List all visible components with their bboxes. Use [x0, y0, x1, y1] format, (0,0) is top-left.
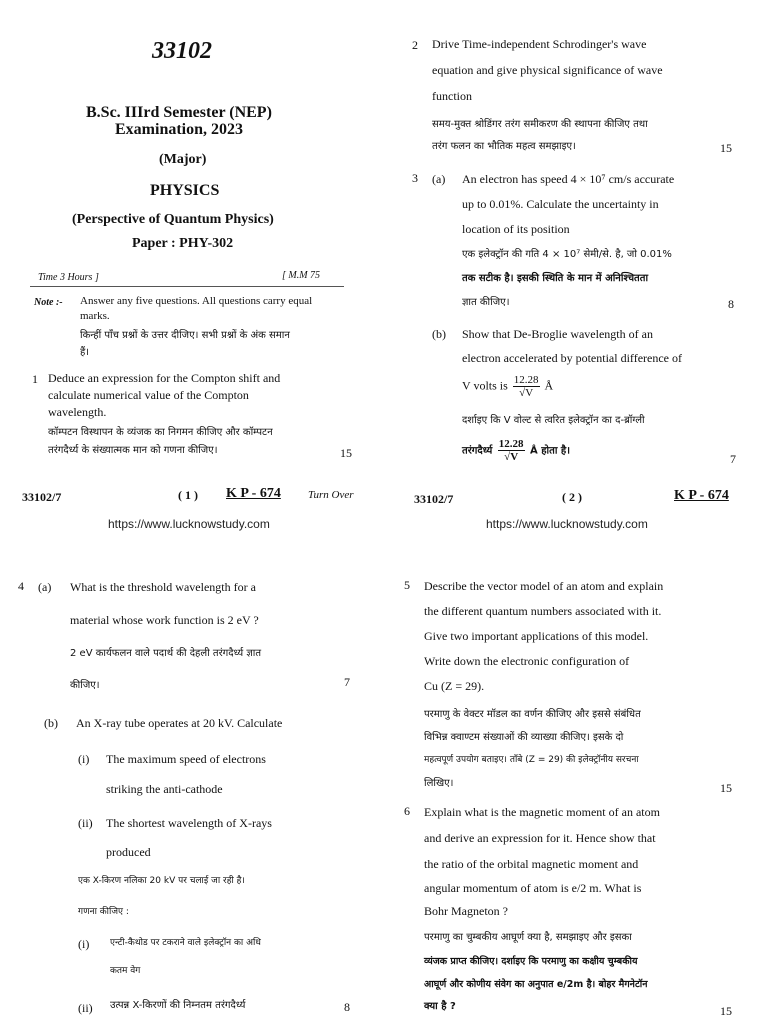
- q6-en-4: angular momentum of atom is e/2 m. What is: [424, 881, 642, 895]
- q4a-hi-2: कीजिए।: [70, 680, 100, 691]
- q1-en-1: Deduce an expression for the Compton shift and: [48, 371, 281, 385]
- fraction-denominator-hi: √V: [504, 451, 519, 464]
- angstrom-unit-hi: Å: [530, 445, 538, 457]
- q6-en-2: and derive an expression for it. Hence show that: [424, 831, 656, 845]
- header-divider: [30, 286, 344, 287]
- q3b-en-1: Show that De-Broglie wavelength of an: [462, 327, 653, 341]
- q4b-i-en-1: The maximum speed of electrons: [106, 752, 266, 766]
- q1-marks: 15: [340, 446, 352, 460]
- question-3-number: 3: [412, 171, 418, 185]
- q5-marks: 15: [720, 781, 732, 795]
- note-en-1: Answer any five questions. All questions carry equal: [80, 295, 313, 307]
- q3b-hi-2b: होता है।: [541, 445, 571, 457]
- footer-kp-2: K P - 674: [674, 488, 729, 503]
- q3b-hi-2a: तरंगदैर्ध्य: [462, 445, 493, 457]
- paper-code: 33102: [152, 38, 212, 64]
- q4b-hi-2: गणना कीजिए :: [78, 907, 129, 917]
- q3b-en-3-line: [462, 374, 553, 399]
- paper-number: Paper : PHY-302: [132, 236, 234, 251]
- q4b-hi-ii: उत्पन्न X-किरणों की निम्नतम तरंगदैर्ध्य: [110, 1000, 246, 1011]
- note-en-2: marks.: [80, 310, 110, 322]
- q6-en-1: Explain what is the magnetic moment of an atom: [424, 805, 660, 819]
- q3a-hi-2: तक सटीक है। इसकी स्थिति के मान में अनिश्चितता: [462, 273, 649, 284]
- paper-subtitle: (Perspective of Quantum Physics): [72, 212, 274, 227]
- exam-line-2: Examination, 2023: [115, 121, 244, 138]
- q3a-hi-3: ज्ञात कीजिए।: [462, 297, 510, 308]
- angstrom-unit: Å: [544, 378, 554, 393]
- q4b-marks: 8: [344, 1000, 350, 1014]
- q2-en-1: Drive Time-independent Schrodinger's wave: [432, 37, 647, 51]
- source-url-2: https://www.lucknowstudy.com: [486, 517, 648, 531]
- note-hi-1: किन्हीं पाँच प्रश्नों के उत्तर दीजिए। सभी प्रश्नों के अंक समान: [80, 330, 290, 341]
- max-marks-label: [ M.M 75: [282, 270, 321, 281]
- footer-code-2: 33102/7: [414, 492, 454, 506]
- q2-hi-1: समय-मुक्त श्रोडिंगर तरंग समीकरण की स्थापना कीजिए तथा: [432, 119, 648, 130]
- major-label: (Major): [159, 152, 207, 167]
- q3a-en-3: location of its position: [462, 222, 570, 236]
- q3a-en-2: up to 0.01%. Calculate the uncertainty in: [462, 197, 659, 211]
- source-url-1: https://www.lucknowstudy.com: [108, 517, 270, 531]
- q4b-ii-label: (ii): [78, 816, 93, 830]
- q3b-en-3: V volts is: [462, 378, 508, 393]
- q4b-hi-i-2: कतम वेग: [110, 966, 141, 976]
- q5-en-5: Cu (Z = 29).: [424, 679, 485, 693]
- q2-marks: 15: [720, 141, 732, 155]
- q4b-ii-en-1: The shortest wavelength of X-rays: [106, 816, 272, 830]
- q6-hi-1: परमाणु का चुम्बकीय आघूर्ण क्या है, समझाइए और इसका: [424, 932, 632, 943]
- q3b-label: (b): [432, 327, 446, 341]
- q4b-i-en-2: striking the anti-cathode: [106, 782, 223, 796]
- q5-hi-2: विभिन्न क्वाण्टम संख्याओं की व्याख्या कीजिए। इसके दो: [424, 732, 624, 743]
- q3b-marks: 7: [730, 452, 736, 466]
- q5-en-2: the different quantum numbers associated with it.: [424, 604, 662, 618]
- q6-en-5: Bohr Magneton ?: [424, 904, 508, 918]
- note-label: Note :-: [34, 297, 63, 308]
- question-4-number: 4: [18, 579, 24, 593]
- q4b-hi-i-label: (i): [78, 937, 90, 951]
- fraction-numerator-hi: 12.28: [498, 438, 524, 450]
- q2-en-3: function: [432, 89, 472, 103]
- q5-hi-4: लिखिए।: [424, 778, 454, 789]
- de-broglie-fraction-hi: [498, 438, 525, 463]
- q4a-hi-1: 2 eV कार्यफलन वाले पदार्थ की देहली तरंगदैर्ध्य ज्ञात: [70, 648, 262, 659]
- q4a-en-2: material whose work function is 2 eV ?: [70, 613, 259, 627]
- q3a-en-1: An electron has speed 4 × 10⁷ cm/s accurate: [462, 172, 675, 186]
- fraction-numerator: 12.28: [513, 374, 539, 386]
- q1-en-3: wavelength.: [48, 405, 107, 419]
- q6-marks: 15: [720, 1004, 732, 1018]
- q4b-hi-i-1: एन्टी-कैथोड पर टकराने वाले इलेक्ट्रॉन का अधि: [110, 938, 261, 948]
- q5-en-1: Describe the vector model of an atom and explain: [424, 579, 664, 593]
- q4b-en: An X-ray tube operates at 20 kV. Calculate: [76, 716, 283, 730]
- q3b-hi-1: दर्शाइए कि V वोल्ट से त्वरित इलेक्ट्रॉन का द-ब्रॉग्ली: [462, 415, 645, 426]
- q6-hi-3: आघूर्ण और कोणीय संवेग का अनुपात e/2m है। बोहर मैगनेटॉन: [424, 979, 648, 990]
- footer-code-1: 33102/7: [22, 490, 62, 504]
- q5-en-3: Give two important applications of this model.: [424, 629, 649, 643]
- q4b-hi-ii-label: (ii): [78, 1001, 93, 1015]
- q2-en-2: equation and give physical significance of wave: [432, 63, 663, 77]
- q4b-i-label: (i): [78, 752, 90, 766]
- q1-hi-2: तरंगदैर्ध्य के संख्यात्मक मान को गणना कीजिए।: [48, 445, 218, 456]
- q3a-label: (a): [432, 172, 446, 186]
- q3b-hi-2-line: [462, 438, 570, 463]
- question-1-number: 1: [32, 372, 38, 386]
- question-2-number: 2: [412, 38, 418, 52]
- q5-hi-1: परमाणु के वेक्टर मॉडल का वर्णन कीजिए और इससे संबंधित: [424, 709, 641, 720]
- footer-page-2: ( 2 ): [562, 490, 582, 504]
- q1-en-2: calculate numerical value of the Compton: [48, 388, 249, 402]
- q6-hi-2: व्यंजक प्राप्त कीजिए। दर्शाइए कि परमाणु का कक्षीय चुम्बकीय: [424, 956, 638, 967]
- note-hi-2: हैं।: [80, 347, 90, 358]
- q5-en-4: Write down the electronic configuration of: [424, 654, 630, 668]
- q6-hi-4: क्या है ?: [424, 1001, 456, 1012]
- q4b-label: (b): [44, 716, 58, 730]
- subject-title: PHYSICS: [150, 182, 220, 199]
- fraction-denominator: √V: [519, 387, 534, 400]
- q4a-marks: 7: [344, 675, 350, 689]
- footer-turn-over: Turn Over: [308, 489, 354, 501]
- q1-hi-1: कॉम्पटन विस्थापन के व्यंजक का निगमन कीजिए और कॉम्पटन: [48, 427, 273, 438]
- q4a-label: (a): [38, 580, 52, 594]
- question-6-number: 6: [404, 804, 410, 818]
- time-label: Time 3 Hours ]: [38, 272, 99, 283]
- footer-page-1: ( 1 ): [178, 488, 198, 502]
- q3a-hi-1: एक इलेक्ट्रॉन की गति 4 × 10⁷ सेमी/से. है, जो 0.01%: [462, 249, 672, 260]
- q3a-marks: 8: [728, 297, 734, 311]
- footer-kp-1: K P - 674: [226, 486, 281, 501]
- exam-line-1: B.Sc. IIIrd Semester (NEP): [86, 104, 272, 121]
- q2-hi-2: तरंग फलन का भौतिक महत्व समझाइए।: [432, 141, 576, 152]
- q3b-en-2: electron accelerated by potential difference of: [462, 351, 682, 365]
- q4b-hi-1: एक X-किरण नलिका 20 kV पर चलाई जा रही है।: [78, 876, 245, 886]
- q4b-ii-en-2: produced: [106, 845, 151, 859]
- q6-en-3: the ratio of the orbital magnetic moment and: [424, 857, 639, 871]
- question-5-number: 5: [404, 578, 410, 592]
- q4a-en-1: What is the threshold wavelength for a: [70, 580, 256, 594]
- q5-hi-3: महत्वपूर्ण उपयोग बताइए। ताँबे (Z = 29) की इलेक्ट्रॉनीय सरचना: [424, 755, 639, 765]
- de-broglie-fraction: [513, 374, 540, 399]
